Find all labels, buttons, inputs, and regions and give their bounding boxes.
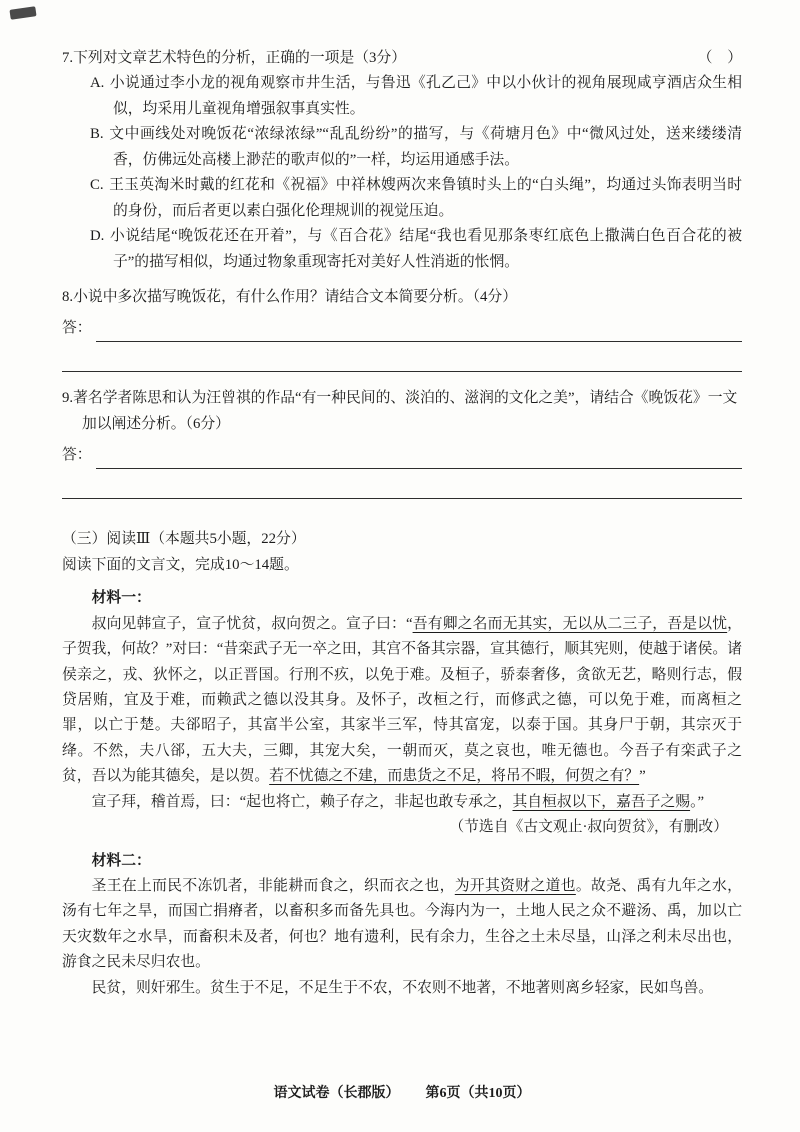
question-9-stem: 9.著名学者陈思和认为汪曾祺的作品“有一种民间的、淡泊的、滋润的文化之美”，请结合《晚饭花》一文加以阐述分析。（6分） [62,390,738,432]
option-b [90,122,742,173]
answer-line [96,446,742,468]
question-7-options [90,71,742,275]
answer-label: 答： [62,447,92,464]
answer-line [62,342,742,373]
question-7-answer-bracket: （ ） [697,50,742,66]
option-c [90,173,742,224]
section-3-reading [62,513,742,578]
text-segment: ” [639,768,646,785]
answer-line [62,469,742,500]
option-c-text: 王玉英淘米时戴的红花和《祝福》中祥林嫂两次来鲁镇时头上的“白头绳”，均通过头饰表明当时的身份，而后者更以素白强化伦理规训的视觉压迫。 [108,177,742,219]
text-segment: 圣王在上而民不冻饥者，非能耕而食之，织而衣之也， [91,878,455,894]
option-c-label: C. [90,177,104,194]
footer-paper-title: 语文试卷（长郡版） [273,1085,400,1101]
underlined-phrase: 其自桓叔以下，嘉吾子之赐 [512,793,691,810]
question-7-stem: 7.下列对文章艺术特色的分析，正确的一项是（3分） [62,50,407,66]
text-segment: 。” [690,793,705,810]
text-segment: 宣子拜，稽首焉，曰：“起也将亡，赖子存之，非起也敢专承之， [91,793,513,810]
option-d [90,224,742,275]
underlined-phrase: 吾有卿之名而无其实，无以从二三子，吾是以忧 [412,615,728,632]
option-a-label: A. [90,75,105,92]
underlined-phrase: 为开其资财之道也 [454,878,576,894]
text-segment: 。故尧、禹有九年之水，汤有七年之旱，而国亡捐瘠者，以畜积多而备先具也。今海内为一，土地人民之众不避汤、禹，加以亡天灾数年之水旱，而畜积未及者，何也？地有遗利，民有余力，生谷之土未尽垦，山泽之利未尽出也，游食之民未尽归农也。 [62,878,742,971]
material-2-paragraph-2 [62,976,742,1001]
material-1-source: （节选自《古文观止·叔向贺贫》，有删改） [449,819,728,836]
question-7-stem-row [62,46,742,71]
section-3-intro: 阅读下面的文言文，完成10～14题。 [62,556,299,573]
option-d-label: D. [90,228,105,245]
answer-label: 答： [62,320,92,337]
page-footer [62,1082,742,1106]
material-2-paragraph-1 [62,874,742,976]
question-9-answer-row [62,443,742,468]
question-7 [62,46,742,275]
question-9 [62,386,742,503]
text-segment: ，子贺我，何故？”对曰：“昔栾武子无一卒之田，其宫不备其宗器，宣其德行，顺其宪则，使越于诸侯。诸侯亲之，戎、狄怀之，以正晋国。行刑不疚，以免于难。及桓子，骄泰奢侈，贪欲无艺，略则行志，假贷居贿，宜及于难，而赖武之德以没其身。及怀子，改桓之行，而修武之德，可以免于难，而离桓之罪，以亡于楚。夫郤昭子，其富半公室，其家半三军，恃其富宠，以泰于国。其身尸于朝，其宗灭于绛。不然，夫八郤，五大夫，三卿，其宠大矣，一朝而灭，莫之哀也，唯无德也。今吾子有栾武子之贫，吾以为能其德矣，是以贺。 [62,615,742,785]
text-segment: 叔向见韩宣子，宣子忧贫，叔向贺之。宣子曰：“ [91,615,413,632]
material-1-title: 材料一： [91,590,151,607]
scan-artifact [9,6,36,20]
question-8-answer-row [62,316,742,341]
text-segment: 民贫，则奸邪生。贫生于不足，不足生于不农，不农则不地著，不地著则离乡轻家，民如鸟兽。 [91,979,714,996]
option-b-label: B. [90,126,104,143]
material-2 [62,841,742,1002]
material-1 [62,578,742,840]
option-d-text: 小说结尾“晚饭花还在开着”，与《百合花》结尾“我也看见那条枣红底色上撒满白色百合花的被子”的描写相似，均通过物象重现寄托对美好人性消逝的怅惘。 [109,228,742,270]
material-1-paragraph-2 [62,790,742,815]
underlined-phrase: 若不忧德之不建，而患货之不足，将吊不暇，何贺之有？ [269,768,640,785]
answer-line [96,319,742,341]
question-8-stem: 8.小说中多次描写晚饭花，有什么作用？请结合文本简要分析。（4分） [62,288,518,305]
section-3-heading: （三）阅读Ⅲ（本题共5小题，22分） [62,531,306,548]
material-1-paragraph-1 [62,612,742,790]
option-a [90,71,742,122]
material-2-title: 材料二： [91,852,151,869]
option-a-text: 小说通过李小龙的视角观察市井生活，与鲁迅《孔乙己》中以小伙计的视角展现咸亨酒店众生相似，均采用儿童视角增强叙事真实性。 [109,75,742,117]
footer-page-number: 第6页（共10页） [425,1085,531,1101]
option-b-text: 文中画线处对晚饭花“浓绿浓绿”“乱乱纷纷”的描写，与《荷塘月色》中“微风过处，送来缕缕清香，仿佛远处高楼上渺茫的歌声似的”一样，均运用通感手法。 [108,126,742,168]
question-8 [62,285,742,376]
